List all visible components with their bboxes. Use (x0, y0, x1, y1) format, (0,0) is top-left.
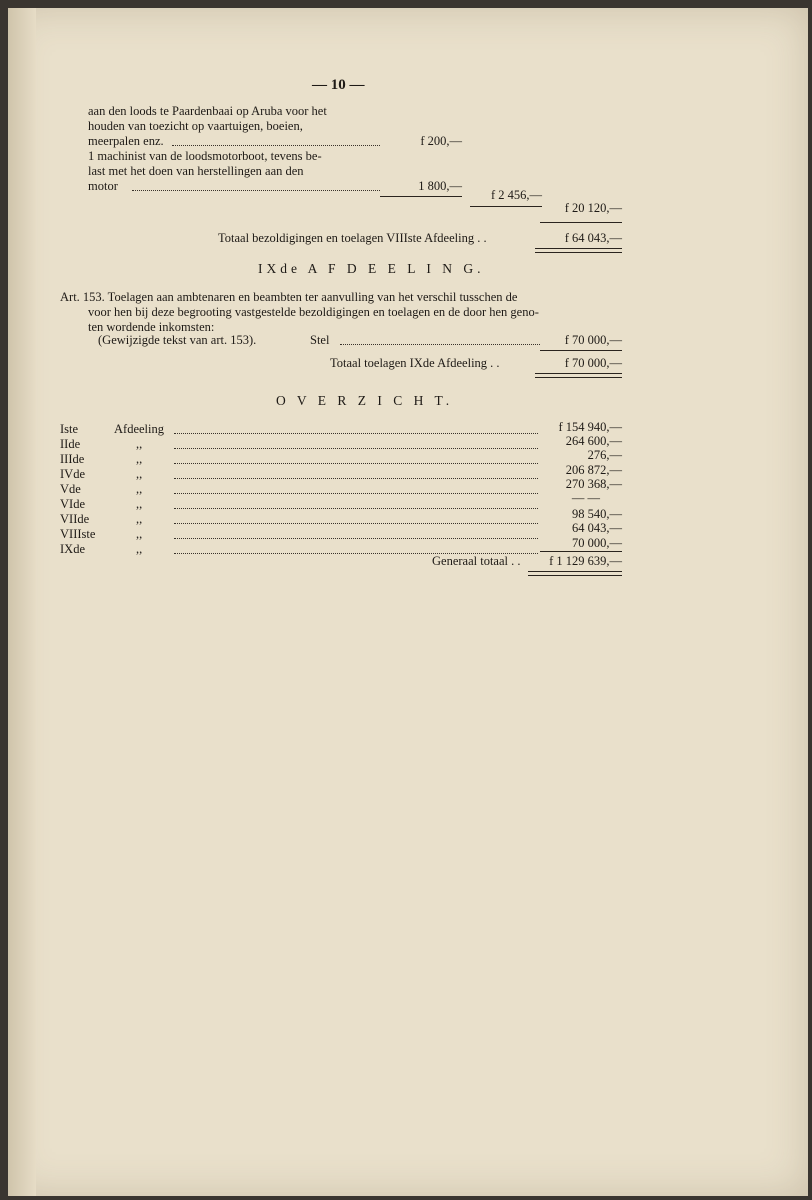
art-153-note: (Gewijzigde tekst van art. 153). (98, 333, 257, 347)
ditto-mark: ,, (136, 512, 143, 526)
row-name: Vde (60, 482, 81, 496)
ditto-mark: ,, (136, 527, 143, 541)
row-amount: — — (571, 491, 600, 505)
row-name: Iste (60, 422, 79, 436)
rule (540, 222, 622, 223)
intro-line-5: last met het doen van herstellingen aan den (88, 164, 304, 178)
section-title-overzicht: O V E R Z I C H T. (276, 393, 454, 408)
row-amount: 98 540,— (572, 507, 622, 521)
intro-amount-2: 1 800,— (418, 179, 462, 193)
ditto-mark: ,, (136, 452, 143, 466)
grand-total-label: Generaal totaal . . (432, 554, 521, 568)
viii-total-amount: f 64 043,— (564, 231, 622, 245)
double-rule (535, 373, 622, 378)
art-153-line-1: Art. 153. Toelagen aan ambtenaren en beambten ter aanvulling van het verschil tusschen de (60, 290, 518, 304)
row-amount: 276,— (587, 448, 622, 462)
row-amount: 206 872,— (565, 463, 622, 477)
ditto-mark: ,, (136, 467, 143, 481)
row-name: VIde (60, 497, 85, 511)
row-name: IIde (60, 437, 81, 451)
afdeeling-label: Afdeeling (114, 422, 164, 436)
ix-total-amount: f 70 000,— (564, 356, 622, 370)
row-name: IIIde (60, 452, 85, 466)
stel-label: Stel (310, 333, 330, 347)
row-amount: 70 000,— (572, 536, 622, 550)
dot-leader (174, 522, 538, 524)
dot-leader (174, 507, 538, 509)
dot-leader (132, 189, 380, 191)
intro-amount-1: f 200,— (420, 134, 462, 148)
page-number: — 10 — (312, 77, 365, 93)
intro-line-1: aan den loods te Paardenbaai op Aruba voor het (88, 104, 327, 118)
row-amount: 264 600,— (565, 434, 622, 448)
binding-edge (8, 8, 36, 1196)
row-name: VIIIste (60, 527, 96, 541)
ix-total-label: Totaal toelagen IXde Afdeeling . . (330, 356, 500, 370)
rule (540, 551, 622, 552)
dot-leader (172, 144, 380, 146)
row-name: IXde (60, 542, 85, 556)
dot-leader (174, 492, 538, 494)
ditto-mark: ,, (136, 497, 143, 511)
double-rule (535, 248, 622, 253)
dot-leader (174, 537, 538, 539)
section-title-ix: IXde A F D E E L I N G. (258, 261, 485, 276)
dot-leader (174, 462, 538, 464)
stel-amount: f 70 000,— (564, 333, 622, 347)
rule (540, 350, 622, 351)
row-name: VIIde (60, 512, 90, 526)
ditto-mark: ,, (136, 437, 143, 451)
intro-line-4: 1 machinist van de loodsmotorboot, tevens be- (88, 149, 322, 163)
ditto-mark: ,, (136, 482, 143, 496)
dot-leader (174, 477, 538, 479)
intro-subtotal: f 2 456,— (490, 188, 542, 202)
art-153-line-2: voor hen bij deze begrooting vastgestelde bezoldigingen en toelagen en de door hen geno- (88, 305, 539, 319)
grand-total-amount: f 1 129 639,— (549, 554, 622, 568)
intro-line-3: meerpalen enz. (88, 134, 164, 148)
dot-leader (174, 432, 538, 434)
art-153-line-3: ten wordende inkomsten: (88, 320, 215, 334)
row-amount: 64 043,— (572, 521, 622, 535)
intro-line-2: houden van toezicht op vaartuigen, boeien, (88, 119, 303, 133)
dot-leader (174, 447, 538, 449)
double-rule (528, 571, 622, 576)
intro-total: f 20 120,— (564, 201, 622, 215)
ditto-mark: ,, (136, 542, 143, 556)
row-name: IVde (60, 467, 85, 481)
intro-line-6: motor (88, 179, 118, 193)
row-amount: 270 368,— (565, 477, 622, 491)
row-amount: f 154 940,— (558, 420, 622, 434)
viii-total-label: Totaal bezoldigingen en toelagen VIIIste Afdeeling . . (218, 231, 487, 245)
